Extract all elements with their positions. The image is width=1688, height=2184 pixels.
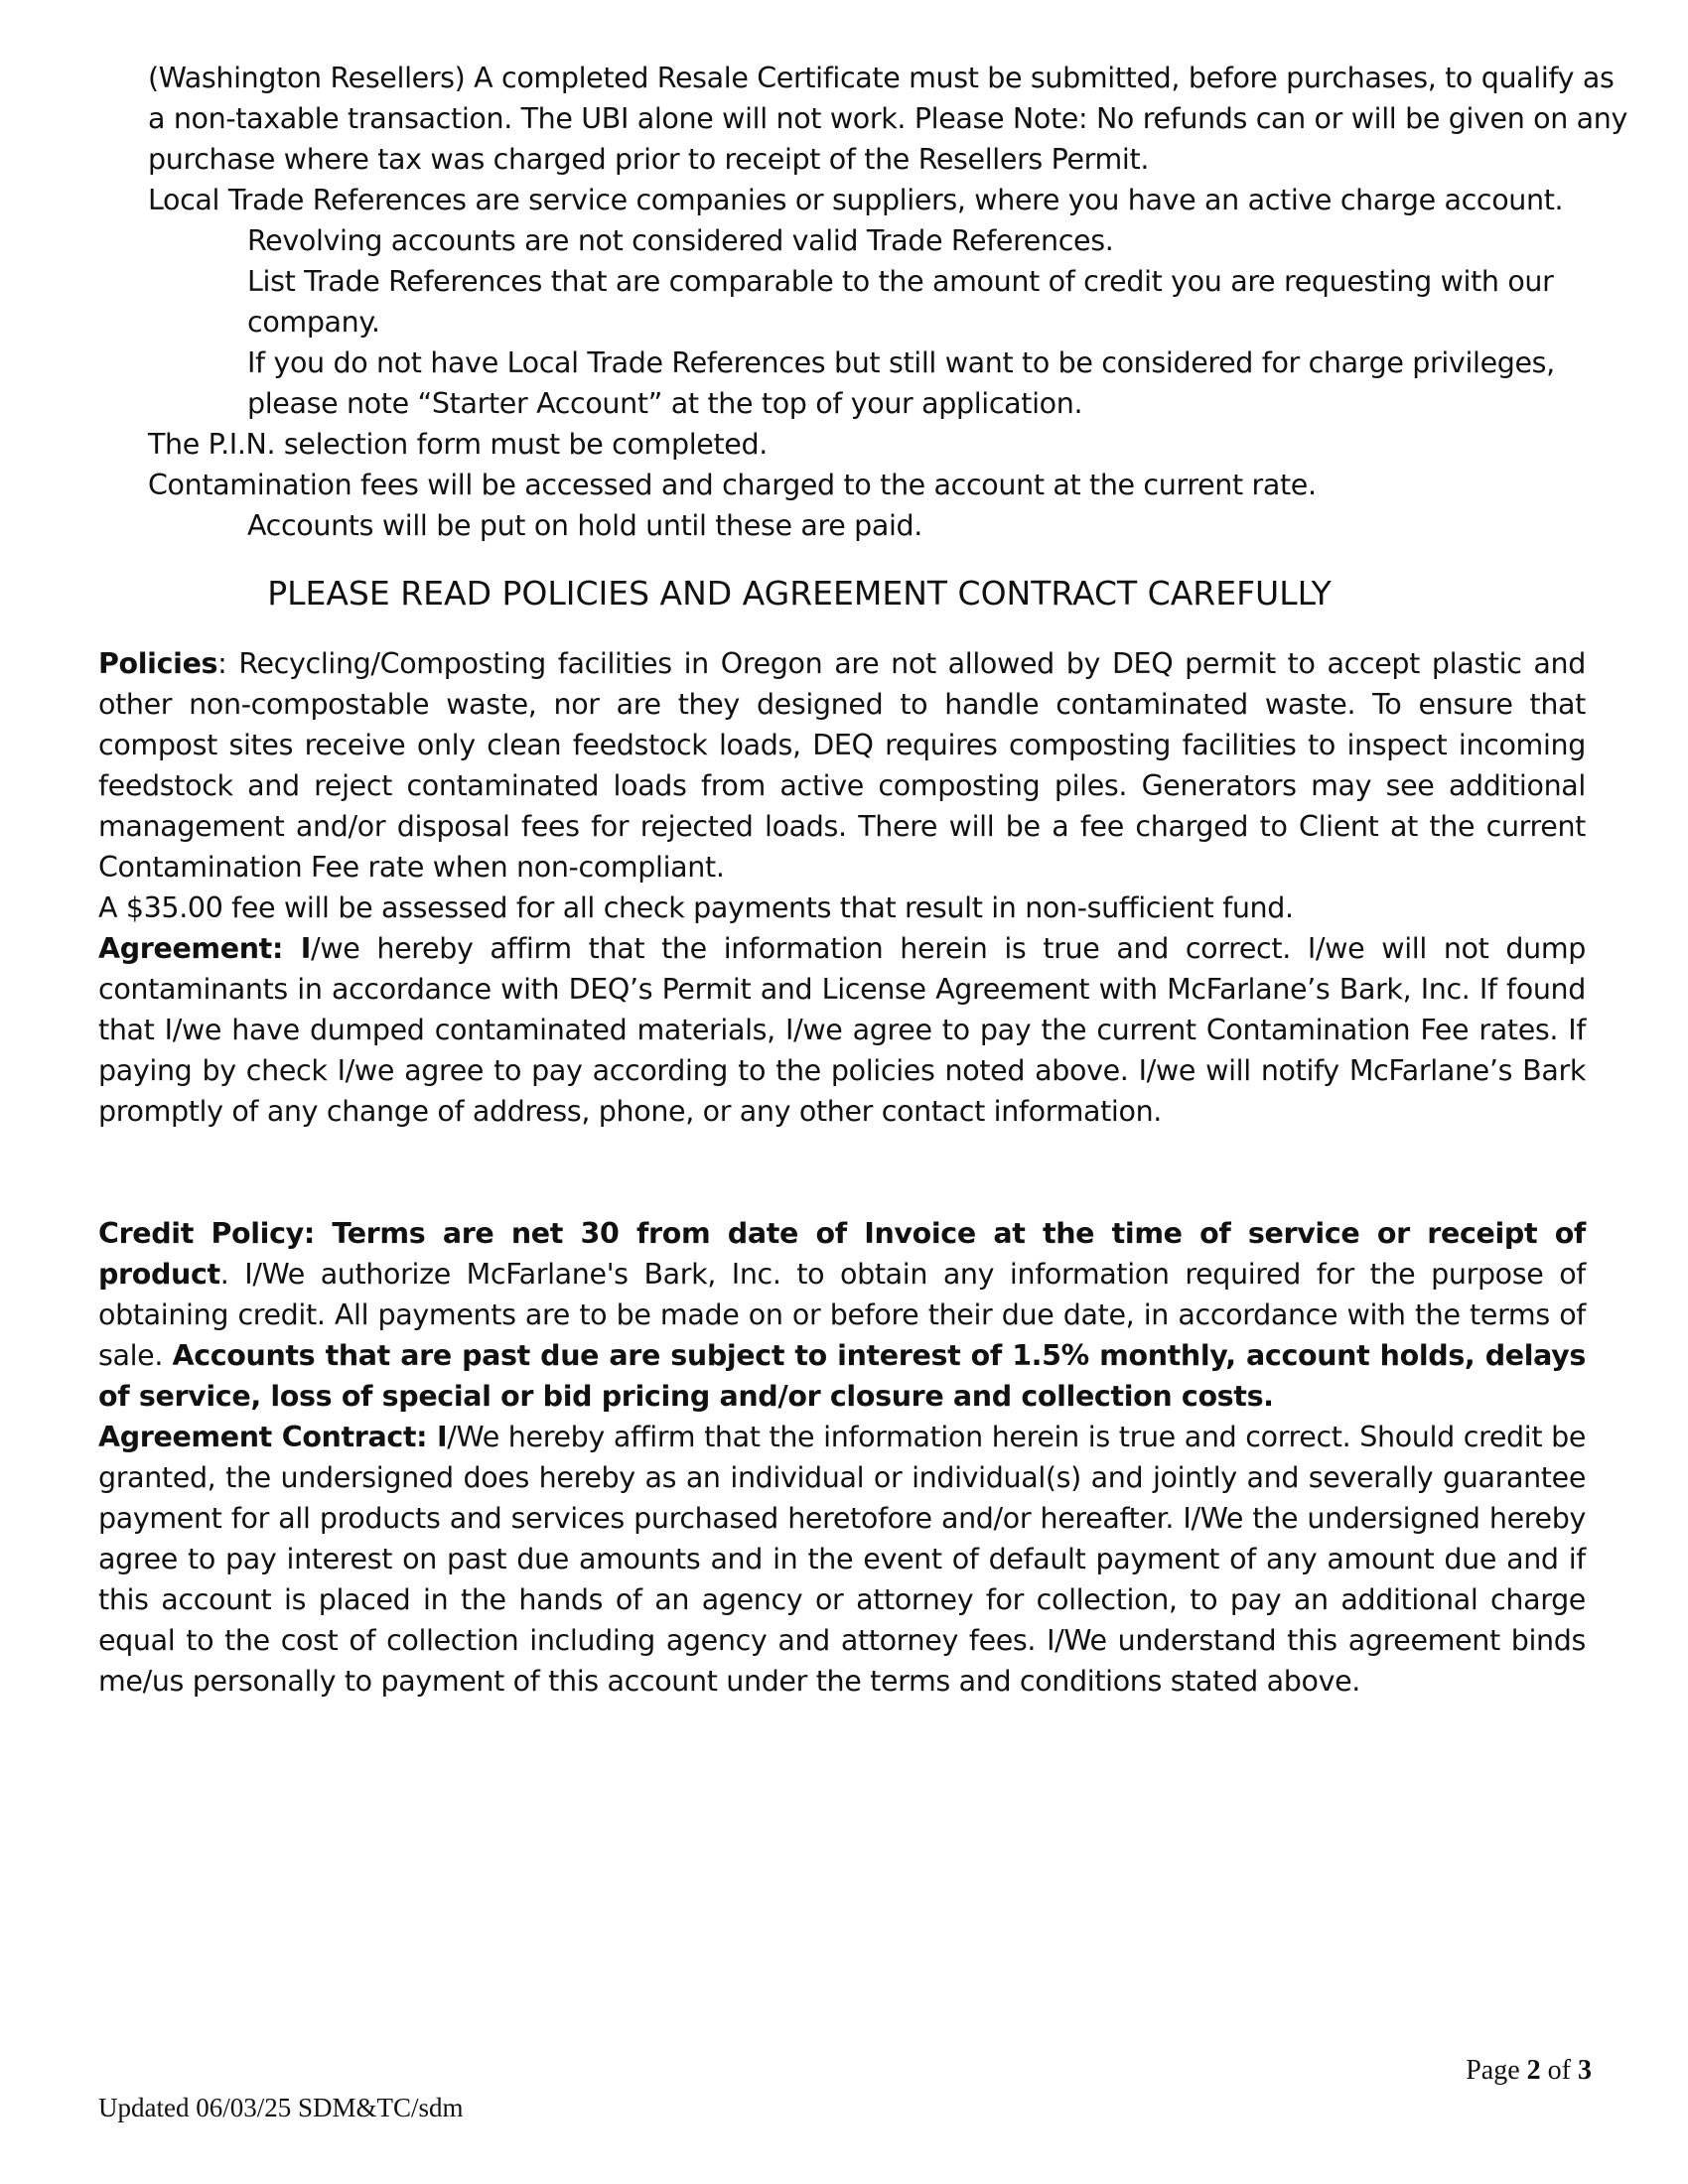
credit-policy-past-due-terms: Accounts that are past due are subject to interest of 1.5% monthly, account holds, delays of service, loss of special or bid pricing and/or closure and collection costs. (98, 1339, 1586, 1413)
contamination-hold-subnote: Accounts will be put on hold until these are paid. (247, 509, 922, 542)
policies-paragraph (98, 643, 1586, 887)
agreement-label: Agreement: I (98, 932, 312, 965)
washington-resellers-note (148, 58, 1628, 180)
updated-stamp: Updated 06/03/25 SDM&TC/sdm (98, 2093, 464, 2122)
trade-references-note: Local Trade References are service companies or suppliers, where you have an active charge account. (148, 184, 1564, 216)
page-number (1466, 2055, 1592, 2087)
agreement-paragraph (98, 928, 1586, 1132)
text-line: List Trade References that are comparable to the amount of credit you are requesting with our (247, 265, 1554, 298)
pin-form-note: The P.I.N. selection form must be completed. (148, 428, 768, 461)
page-word: Page (1466, 2055, 1527, 2086)
page-total: 3 (1578, 2055, 1592, 2086)
credit-policy-paragraph (98, 1213, 1586, 1417)
text-line: company. (247, 306, 380, 339)
policies-heading: PLEASE READ POLICIES AND AGREEMENT CONTRACT CAREFULLY (267, 574, 1332, 613)
agreement-contract-label: Agreement Contract: I (98, 1421, 448, 1453)
document-body (98, 58, 1628, 1702)
text-line: If you do not have Local Trade References but still want to be considered for charge privileges, (247, 346, 1555, 379)
page-of: of (1540, 2055, 1578, 2086)
text-line: a non-taxable transaction. The UBI alone will not work. Please Note: No refunds can or will be given on any (148, 102, 1628, 135)
nsf-fee-paragraph: A $35.00 fee will be assessed for all check payments that result in non-sufficient fund. (98, 891, 1294, 924)
trade-references-subnote (247, 261, 1588, 342)
credit-policy-text: . I/We authorize McFarlane's Bark, Inc. to obtain any information required for the purpose of obtaining credit. All payments are to be made on or before their due date, in accordance with the terms of sale. (98, 1258, 1586, 1372)
policies-label: Policies (98, 647, 218, 680)
credit-policy-label: Credit Policy: Terms are net 30 from date of Invoice at the time of service or receipt of product (98, 1217, 1586, 1291)
contamination-fees-note: Contamination fees will be accessed and charged to the account at the current rate. (148, 469, 1317, 501)
page-current: 2 (1526, 2055, 1541, 2086)
policies-text: : Recycling/Composting facilities in Oregon are not allowed by DEQ permit to accept plastic and other non-compostable waste, nor are they designed to handle contaminated waste. To ensure that compost sites receive only clean feedstock loads, DEQ requires composting facilities to inspect incoming feedstock and reject contaminated loads from active composting piles. Generators may see additional management and/or disposal fees for rejected loads. There will be a fee charged to Client at the current Contamination Fee rate when non-compliant. (98, 647, 1586, 884)
agreement-contract-text: /We hereby affirm that the information herein is true and correct. Should credit be granted, the undersigned does hereby as an individual or individual(s) and jointly and severally guarantee payment for all products and services purchased heretofore and/or hereafter. I/We the undersigned hereby agree to pay interest on past due amounts and in the event of default payment of any amount due and if this account is placed in the hands of an agency or attorney for collection, to pay an additional charge equal to the cost of collection including agency and attorney fees. I/We understand this agreement binds me/us personally to payment of this account under the terms and conditions stated above. (98, 1421, 1586, 1698)
agreement-contract-paragraph (98, 1417, 1586, 1702)
starter-account-subnote (247, 342, 1588, 424)
text-line: purchase where tax was charged prior to receipt of the Resellers Permit. (148, 143, 1150, 176)
trade-references-subnote: Revolving accounts are not considered valid Trade References. (247, 224, 1114, 257)
spacer (98, 1132, 1588, 1213)
agreement-text: /we hereby affirm that the information herein is true and correct. I/we will not dump contaminants in accordance with DEQ’s Permit and License Agreement with McFarlane’s Bark, Inc. If found that I/we have dumped contaminated materials, I/we agree to pay the current Contamination Fee rates. If paying by check I/we agree to pay according to the policies noted above. I/we will notify McFarlane’s Bark promptly of any change of address, phone, or any other contact information. (98, 932, 1586, 1128)
text-line: please note “Starter Account” at the top of your application. (247, 387, 1083, 420)
text-line: (Washington Resellers) A completed Resale Certificate must be submitted, before purchases, to qualify as (148, 62, 1615, 94)
